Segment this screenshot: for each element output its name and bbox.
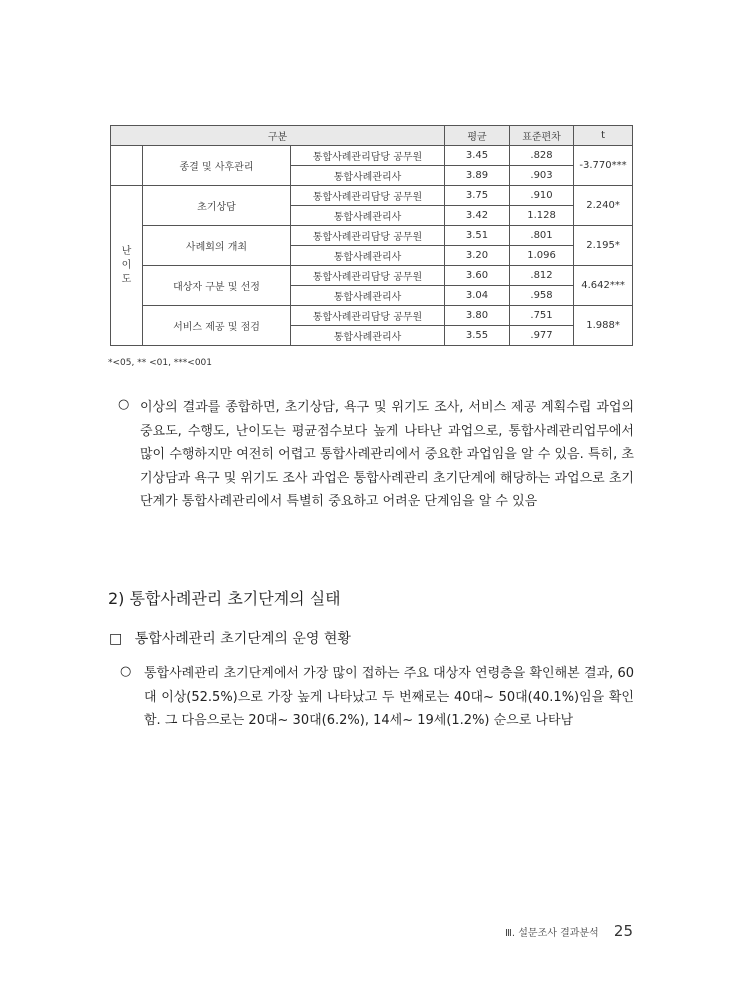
t-cell: 1.988*	[574, 306, 633, 346]
subsection-heading-text: 통합사례관리 초기단계의 운영 현황	[134, 631, 351, 647]
t-cell: 2.195*	[574, 226, 633, 266]
difficulty-char: 난	[121, 245, 132, 257]
table-header-row	[111, 126, 633, 146]
table-row	[111, 146, 633, 166]
subsection-heading	[109, 628, 351, 648]
header-mean: 평균	[445, 126, 510, 146]
sd-cell: .958	[510, 286, 574, 306]
mean-cell: 3.51	[445, 226, 510, 246]
stats-table	[110, 125, 633, 346]
difficulty-category-cell	[111, 186, 143, 346]
group-cell: 통합사례관리사	[291, 246, 445, 266]
age-group-paragraph: 통합사례관리 초기단계에서 가장 많이 접하는 주요 대상자 연령층을 확인해본 결과, 60대 이상(52.5%)으로 가장 높게 나타났고 두 번째로는 40대~ 50대(40.1%)임을 확인함. 그 다음으로는 20대~ 30대(6.2%), 14세~ 19세(1.2%) 순으로 나타남	[144, 666, 634, 728]
circle-bullet-icon: ○	[120, 664, 132, 679]
sd-cell: .812	[510, 266, 574, 286]
group-cell: 통합사례관리사	[291, 206, 445, 226]
mean-cell: 3.60	[445, 266, 510, 286]
group-cell: 통합사례관리담당 공무원	[291, 266, 445, 286]
sd-cell: .828	[510, 146, 574, 166]
sd-cell: 1.096	[510, 246, 574, 266]
summary-paragraph: 이상의 결과를 종합하면, 초기상담, 욕구 및 위기도 조사, 서비스 제공 계획수립 과업의 중요도, 수행도, 난이도는 평균점수보다 높게 나타난 과업으로, 통합사례관리업무에서 많이 수행하지만 여전히 어렵고 통합사례관리에서 중요한 과업임을 알 수 있음. 특히, 초기상담과 욕구 및 위기도 조사 과업은 통합사례관리 초기단계에 해당하는 과업으로 초기단계가 통합사례관리에서 특별히 중요하고 어려운 단계임을 알 수 있음	[140, 400, 634, 509]
header-sd: 표준편차	[510, 126, 574, 146]
page-footer	[505, 922, 633, 940]
header-group: 구분	[111, 126, 445, 146]
mean-cell: 3.04	[445, 286, 510, 306]
sd-cell: .751	[510, 306, 574, 326]
group-cell: 통합사례관리사	[291, 166, 445, 186]
group-cell: 통합사례관리담당 공무원	[291, 226, 445, 246]
task-cell: 초기상담	[143, 186, 291, 226]
t-cell: -3.770***	[574, 146, 633, 186]
table-row	[111, 266, 633, 286]
mean-cell: 3.20	[445, 246, 510, 266]
sd-cell: .910	[510, 186, 574, 206]
header-t: t	[574, 126, 633, 146]
table-footnote: *<05, ** <01, ***<001	[108, 358, 213, 368]
task-cell: 사례회의 개최	[143, 226, 291, 266]
table-row	[111, 226, 633, 246]
mean-cell: 3.75	[445, 186, 510, 206]
table-row	[111, 186, 633, 206]
mean-cell: 3.45	[445, 146, 510, 166]
t-cell: 4.642***	[574, 266, 633, 306]
sd-cell: .903	[510, 166, 574, 186]
table-row	[111, 306, 633, 326]
empty-category-cell	[111, 146, 143, 186]
group-cell: 통합사례관리담당 공무원	[291, 146, 445, 166]
square-bullet-icon: □	[109, 631, 123, 647]
mean-cell: 3.42	[445, 206, 510, 226]
mean-cell: 3.55	[445, 326, 510, 346]
group-cell: 통합사례관리사	[291, 286, 445, 306]
task-cell: 서비스 제공 및 점검	[143, 306, 291, 346]
difficulty-char: 이	[121, 259, 132, 271]
group-cell: 통합사례관리사	[291, 326, 445, 346]
group-cell: 통합사례관리담당 공무원	[291, 186, 445, 206]
task-cell: 대상자 구분 및 선정	[143, 266, 291, 306]
task-cell: 종결 및 사후관리	[143, 146, 291, 186]
sd-cell: 1.128	[510, 206, 574, 226]
circle-bullet-icon: ○	[118, 397, 130, 412]
footer-section-title: Ⅲ. 설문조사 결과분석	[505, 928, 599, 939]
mean-cell: 3.89	[445, 166, 510, 186]
difficulty-char: 도	[121, 273, 132, 285]
sd-cell: .801	[510, 226, 574, 246]
mean-cell: 3.80	[445, 306, 510, 326]
sd-cell: .977	[510, 326, 574, 346]
t-cell: 2.240*	[574, 186, 633, 226]
group-cell: 통합사례관리담당 공무원	[291, 306, 445, 326]
section-heading: 2) 통합사례관리 초기단계의 실태	[108, 589, 341, 608]
page-number: 25	[613, 922, 633, 940]
